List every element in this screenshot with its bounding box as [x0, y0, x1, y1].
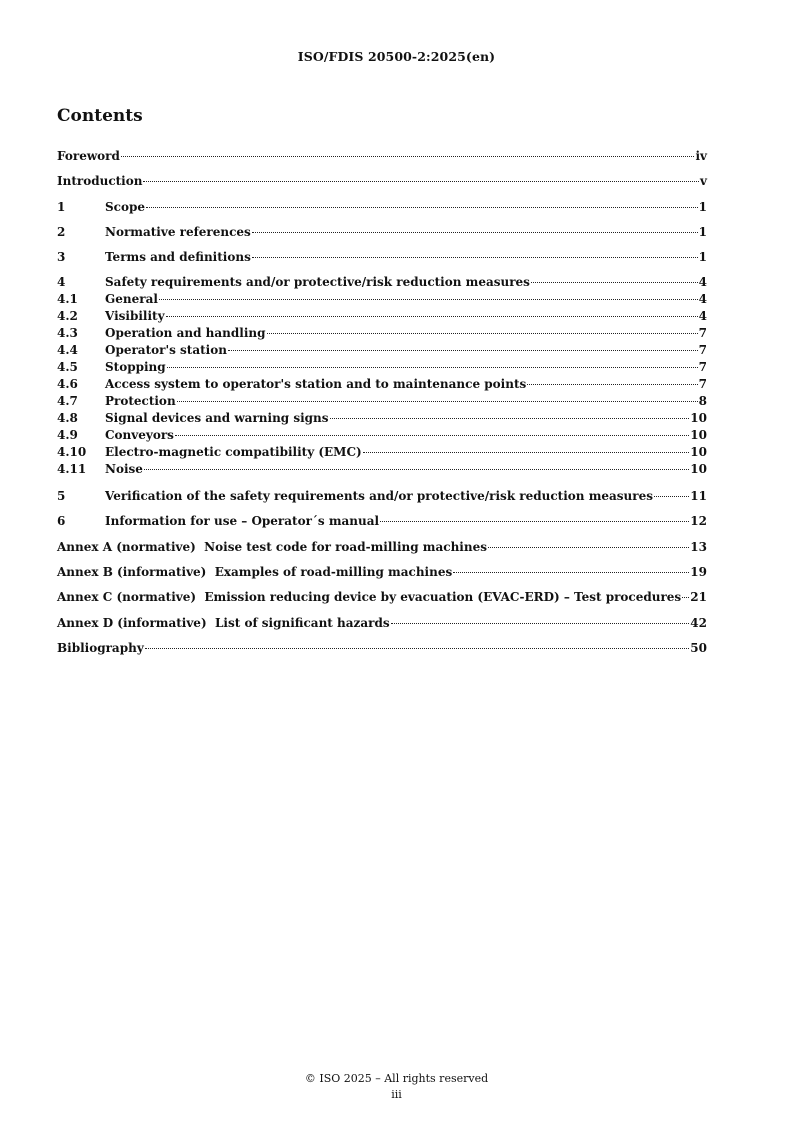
toc-entry-number: 4.6	[57, 377, 78, 391]
toc-entry-label: Annex C (normative) Emission reducing device by evacuation (EVAC-ERD) – Test procedures	[57, 590, 682, 604]
toc-entry-number: 4.7	[57, 394, 78, 408]
toc-entry[interactable]	[57, 343, 707, 360]
toc-entry-number: 6	[57, 514, 66, 528]
toc-entry[interactable]	[57, 428, 707, 445]
toc-entry-number: 1	[57, 200, 66, 214]
toc-dot-leader	[121, 156, 695, 157]
toc-entry-number: 4.3	[57, 326, 78, 340]
toc-entry-label: Electro-magnetic compatibility (EMC)	[105, 445, 362, 459]
toc-entry-number: 4.2	[57, 309, 78, 323]
toc-dot-leader	[167, 367, 698, 368]
toc-dot-leader	[654, 496, 689, 497]
toc-entry-page: 10	[690, 411, 707, 425]
toc-entry-page: 4	[698, 309, 707, 323]
toc-dot-leader	[228, 350, 698, 351]
toc-entry-number: 4.8	[57, 411, 78, 425]
toc-entry-label: Safety requirements and/or protective/risk reduction measures	[105, 275, 530, 289]
toc-entry[interactable]	[57, 360, 707, 377]
toc-entry-label: Annex A (normative) Noise test code for road-milling machines	[57, 540, 487, 554]
toc-entry-number: 5	[57, 489, 66, 503]
toc-entry-label: Scope	[105, 200, 146, 214]
toc-entry-label: Noise	[105, 462, 143, 476]
toc-dot-leader	[177, 401, 698, 402]
toc-entry-label: Signal devices and warning signs	[105, 411, 329, 425]
toc-entry[interactable]	[57, 250, 707, 267]
toc-entry[interactable]	[57, 641, 707, 658]
toc-dot-leader	[391, 623, 690, 624]
toc-entry[interactable]	[57, 394, 707, 411]
toc-entry[interactable]	[57, 514, 707, 531]
toc-entry-label: Operation and handling	[105, 326, 266, 340]
toc-entry-label: Access system to operator's station and to maintenance points	[105, 377, 527, 391]
toc-entry-label: Normative references	[105, 225, 251, 239]
toc-entry[interactable]	[57, 174, 707, 191]
toc-entry-label: Operator's station	[105, 343, 227, 357]
toc-dot-leader	[143, 181, 699, 182]
toc-entry-page: 1	[698, 225, 707, 239]
toc-entry-number: 4.1	[57, 292, 78, 306]
toc-entry-label: Annex D (informative) List of significant hazards	[57, 616, 390, 630]
toc-entry-label: Visibility	[105, 309, 165, 323]
toc-entry-number: 4.4	[57, 343, 78, 357]
toc-entry[interactable]	[57, 540, 707, 557]
toc-entry-page: 7	[698, 377, 707, 391]
toc-entry-number: 4	[57, 275, 66, 289]
copyright-notice: © ISO 2025 – All rights reserved	[304, 1072, 489, 1085]
toc-entry[interactable]	[57, 377, 707, 394]
toc-entry-page: 7	[698, 360, 707, 374]
toc-dot-leader	[380, 521, 689, 522]
toc-entry[interactable]	[57, 326, 707, 343]
toc-dot-leader	[267, 333, 698, 334]
toc-entry-number: 4.11	[57, 462, 87, 476]
toc-dot-leader	[252, 257, 698, 258]
toc-entry-page: 50	[690, 641, 707, 655]
toc-dot-leader	[252, 232, 698, 233]
toc-dot-leader	[146, 207, 698, 208]
toc-entry-label: Bibliography	[57, 641, 144, 655]
toc-entry-page: iv	[695, 149, 707, 163]
contents-title: Contents	[57, 106, 143, 126]
page-number: iii	[391, 1088, 402, 1101]
toc-entry[interactable]	[57, 445, 707, 462]
toc-dot-leader	[330, 418, 690, 419]
toc-entry[interactable]	[57, 462, 707, 479]
toc-entry-label: Protection	[105, 394, 176, 408]
toc-entry-label: Verification of the safety requirements and/or protective/risk reduction measures	[105, 489, 653, 503]
toc-dot-leader	[166, 316, 698, 317]
toc-entry-page: 10	[690, 462, 707, 476]
toc-dot-leader	[527, 384, 697, 385]
toc-entry-page: 11	[690, 489, 707, 503]
toc-entry-label: Stopping	[105, 360, 166, 374]
toc-entry-page: 8	[698, 394, 707, 408]
toc-entry[interactable]	[57, 275, 707, 292]
toc-entry-label: Foreword	[57, 149, 120, 163]
toc-entry-page: 4	[698, 292, 707, 306]
toc-entry[interactable]	[57, 411, 707, 428]
toc-entry-page: 1	[698, 250, 707, 264]
toc-dot-leader	[144, 469, 689, 470]
toc-entry-page: 4	[698, 275, 707, 289]
toc-entry-page: 12	[690, 514, 707, 528]
toc-entry[interactable]	[57, 149, 707, 166]
toc-entry[interactable]	[57, 489, 707, 506]
toc-dot-leader	[531, 282, 698, 283]
toc-entry-page: 10	[690, 445, 707, 459]
toc-entry[interactable]	[57, 200, 707, 217]
toc-dot-leader	[145, 648, 690, 649]
toc-entry-label: Conveyors	[105, 428, 174, 442]
toc-entry[interactable]	[57, 616, 707, 633]
toc-entry[interactable]	[57, 225, 707, 242]
document-header: ISO/FDIS 20500-2:2025(en)	[297, 49, 496, 64]
toc-entry[interactable]	[57, 292, 707, 309]
toc-entry-label: Introduction	[57, 174, 143, 188]
toc-entry-number: 2	[57, 225, 66, 239]
toc-entry-number: 4.9	[57, 428, 78, 442]
toc-entry-page: 7	[698, 343, 707, 357]
toc-dot-leader	[159, 299, 698, 300]
toc-entry-number: 3	[57, 250, 66, 264]
toc-entry-page: 21	[690, 590, 707, 604]
toc-entry-page: 7	[698, 326, 707, 340]
toc-entry-page: 42	[690, 616, 707, 630]
toc-entry-page: 1	[698, 200, 707, 214]
toc-entry-label: Terms and definitions	[105, 250, 251, 264]
toc-entry-number: 4.5	[57, 360, 78, 374]
toc-entry-page: 19	[690, 565, 707, 579]
toc-entry-label: Annex B (informative) Examples of road-milling machines	[57, 565, 453, 579]
toc-entry-page: 10	[690, 428, 707, 442]
toc-dot-leader	[175, 435, 689, 436]
toc-entry-page: v	[700, 174, 707, 188]
toc-entry[interactable]	[57, 309, 707, 326]
toc-entry-page: 13	[690, 540, 707, 554]
toc-dot-leader	[453, 572, 689, 573]
toc-dot-leader	[488, 547, 689, 548]
toc-entry-label: General	[105, 292, 158, 306]
toc-entry[interactable]	[57, 565, 707, 582]
toc-dot-leader	[682, 597, 689, 598]
toc-entry[interactable]	[57, 590, 707, 607]
toc-entry-label: Information for use – Operator´s manual	[105, 514, 380, 528]
toc-entry-number: 4.10	[57, 445, 87, 459]
toc-dot-leader	[363, 452, 690, 453]
